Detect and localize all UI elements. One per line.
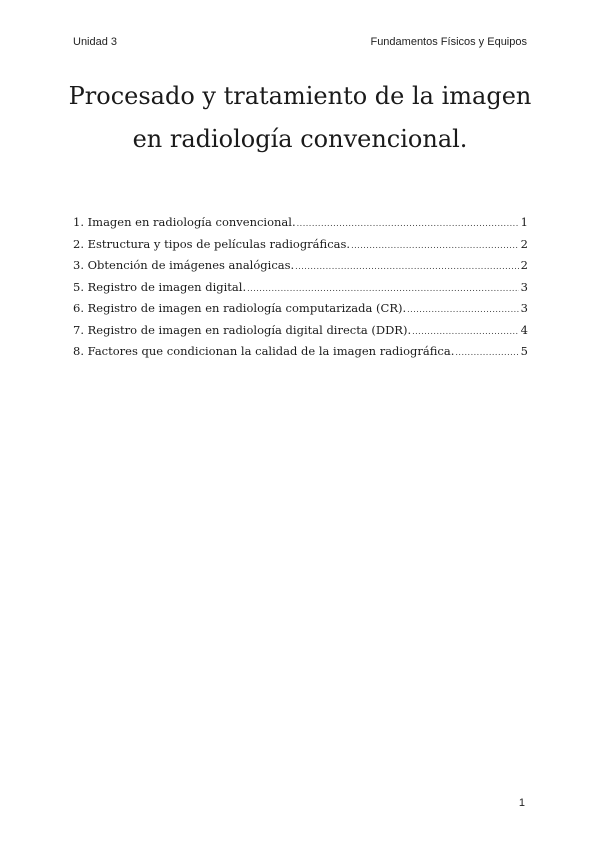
page-title <box>0 75 600 161</box>
toc-leader-dots <box>407 299 519 321</box>
toc-leader-dots <box>412 321 519 343</box>
toc-entry[interactable] <box>73 341 528 363</box>
toc-entry[interactable] <box>73 277 528 299</box>
title-line-2: en radiología convencional. <box>132 125 468 153</box>
toc-entry-label: 3. Obtención de imágenes analógicas. <box>73 258 295 272</box>
toc-entry-label: 6. Registro de imagen en radiología computarizada (CR). <box>73 301 407 315</box>
table-of-contents <box>73 212 528 363</box>
toc-entry-label: 5. Registro de imagen digital. <box>73 279 247 294</box>
toc-entry-page: 1 <box>520 215 528 229</box>
toc-entry-page: 5 <box>520 344 528 358</box>
toc-entry-label: 7. Registro de imagen en radiología digital directa (DDR). <box>73 322 412 337</box>
header-unit-label: Unidad 3 <box>73 36 118 48</box>
toc-entry-page: 2 <box>520 236 528 251</box>
toc-entry-page: 4 <box>520 322 528 337</box>
toc-leader-dots <box>297 213 519 235</box>
header-course-title: Fundamentos Físicos y Equipos <box>370 36 527 48</box>
toc-entry[interactable] <box>73 212 528 234</box>
toc-entry-label: 2. Estructura y tipos de películas radiográficas. <box>73 236 351 251</box>
toc-entry-page: 3 <box>520 301 528 315</box>
toc-leader-dots <box>295 256 519 278</box>
toc-entry[interactable] <box>73 320 528 342</box>
toc-leader-dots <box>247 278 519 300</box>
toc-leader-dots <box>351 235 519 257</box>
toc-entry-label: 1. Imagen en radiología convencional. <box>73 215 296 229</box>
toc-entry-label: 8. Factores que condicionan la calidad de la imagen radiográfica. <box>73 344 455 358</box>
toc-entry-page: 3 <box>520 279 528 294</box>
page-number: 1 <box>518 797 525 809</box>
toc-entry[interactable] <box>73 234 528 256</box>
title-line-1: Procesado y tratamiento de la imagen <box>68 82 532 110</box>
toc-entry[interactable] <box>73 255 528 277</box>
toc-entry[interactable] <box>73 298 528 320</box>
toc-leader-dots <box>455 342 518 364</box>
toc-entry-page: 2 <box>520 258 528 272</box>
